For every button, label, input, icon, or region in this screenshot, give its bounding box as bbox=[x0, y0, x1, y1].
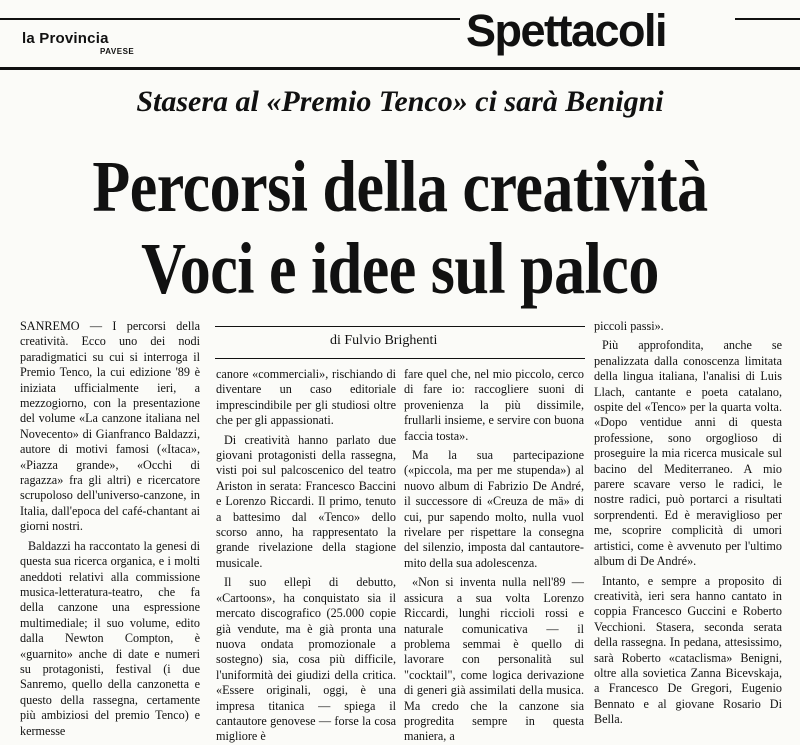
paragraph: Ma la sua partecipazione («piccola, ma per me stupenda») al nuovo album di Fabrizio De André, il successore di «Creuza de mä» di cui, pur sapendo molto, nulla vuol rivelare per rispettare la consegna del silenzio, imposta dal cantautore-mito della sua adolescenza. bbox=[404, 448, 584, 570]
article-column-4 bbox=[594, 319, 782, 726]
paragraph: Il suo ellepì di debutto, «Cartoons», ha conquistato sia il mercato discografico (25.000 copie già vendute, ma è già pronta una nuova ondata promozionale a sostegno) sia, cosa più difficile, l'uniformità dei giudizi della critica. «Essere originali, oggi, è una impresa titanica — spiega il cantautore genovese — forse la cosa migliore è bbox=[216, 575, 396, 744]
paragraph: «Non si inventa nulla nell'89 — assicura a sua volta Lorenzo Riccardi, lunghi riccioli rossi e naturale comunicativa — il problema semmai è quello di lavorare con personalità sul "cocktail", come logica derivazione di generi già assimilati della musica. Ma credo che la canzone sia progredita sempre in questa maniera, a bbox=[404, 575, 584, 744]
headline-line-2: Voci e idee sul palco bbox=[141, 229, 659, 310]
article-column-3 bbox=[404, 367, 584, 744]
paragraph: Più approfondita, anche se penalizzata dalla conoscenza limitata della lingua italiana, l'analisi di Luis Llach, cantante e poeta catalano, ospite del «Tenco» per la quarta volta. «Dopo ventidue anni di questa professione, sono orgoglioso di proseguire la mia ricerca musicale sul bacino del Mediterraneo. A mio parere scavare verso le radici, le nostre radici, può portarci a risultati sorprendenti. Ed è meraviglioso per me, scoprire complicità di umori artistici, come è avvenuto per l'ultimo album di De André». bbox=[594, 338, 782, 569]
paragraph: SANREMO — I percorsi della creatività. Ecco uno dei nodi paradigmatici su cui si interroga il Premio Tenco, la cui edizione '89 è iniziata ufficialmente ieri, a mezzogiorno, con la presentazione del volume «La canzone italiana nel Novecento» di Gianfranco Baldazzi, autore di motivi famosi («Itaca», «Piazza grande», «Occhi di ragazza» fra gli altri) e ricercatore scrupoloso dell'universo-canzone, in Italia, dall'epoca del café-chantant ai giorni nostri. bbox=[20, 319, 200, 534]
paragraph: piccoli passi». bbox=[594, 319, 664, 333]
article-column-1 bbox=[20, 319, 200, 738]
header-top-rule-right bbox=[735, 18, 800, 20]
newspaper-name: la Provincia bbox=[22, 30, 109, 47]
header-bottom-rule bbox=[0, 67, 800, 70]
paragraph: canore «commerciali», rischiando di diventare un caso editoriale imprescindibile per gli studiosi oltre che per gli appassionati. bbox=[216, 367, 396, 428]
article-kicker: Stasera al «Premio Tenco» ci sarà Benigni bbox=[136, 85, 664, 118]
section-title: Spettacoli bbox=[466, 5, 667, 56]
byline-rule-bottom bbox=[215, 358, 585, 359]
byline-rule-top bbox=[215, 326, 585, 327]
paragraph: Di creatività hanno parlato due giovani protagonisti della rassegna, visti poi sul palcoscenico del teatro Ariston in serata: Francesco Baccini e Lorenzo Riccardi. Il primo, tenuto a battesimo dal «Tenco» dello scorso anno, ha rappresentato la grande rivelazione della stagione musicale. bbox=[216, 432, 396, 570]
paragraph: fare quel che, nel mio piccolo, cerco di fare io: raccogliere suoni di provenienza la più dissimile, frullarli insieme, e servire con buona faccia tosta». bbox=[404, 367, 584, 443]
header-top-rule bbox=[0, 18, 460, 20]
paragraph: Baldazzi ha raccontato la genesi di questa sua ricerca organica, e i molti aneddoti relativi alla commissione musica-letteratura-teatro, che fa della canzone una espressione multimediale; il suo volume, edito dalla Newton Compton, è «guarnito» anche di date e numeri su protagonisti, festival (i due Sanremo, quello della canzonetta e questo della rassegna, certamente più ambiziosi del premio Tenco) e kermesse bbox=[20, 538, 200, 738]
newspaper-subname: PAVESE bbox=[100, 47, 135, 56]
paragraph: Intanto, e sempre a proposito di creatività, ieri sera hanno cantato in coppia Francesco Guccini e Roberto Vecchioni. Stasera, seconda serata della rassegna. In pedana, attesissimo, sarà Roberto «cataclisma» Benigni, oltre alla sovietica Zanna Bicevskaja, a Francesco De Gregori, Eugenio Bennato e al giovane Rosario Di Bella. bbox=[594, 573, 782, 727]
headline-line-1: Percorsi della creatività bbox=[92, 147, 708, 228]
article-byline: di Fulvio Brighenti bbox=[330, 333, 438, 348]
article-column-2 bbox=[216, 367, 396, 744]
